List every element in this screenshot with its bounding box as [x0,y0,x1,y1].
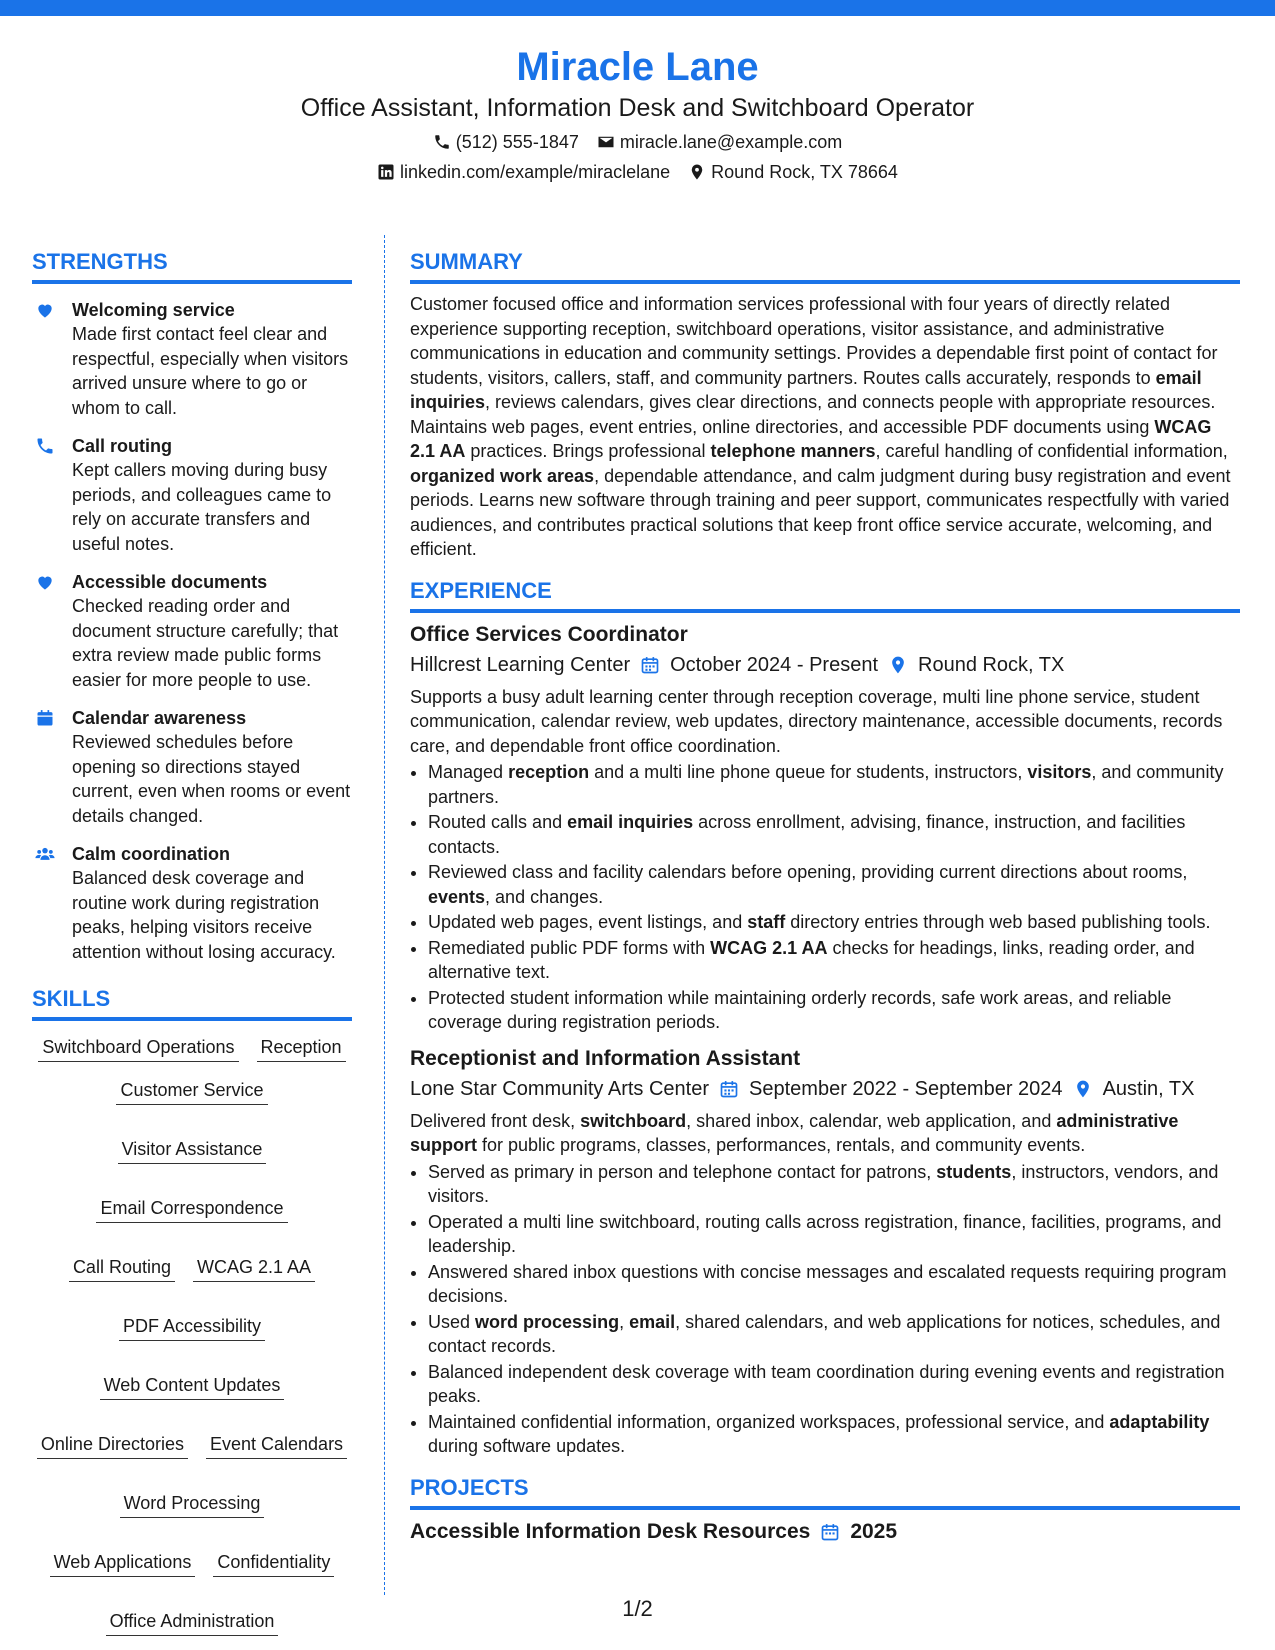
email-text[interactable]: miracle.lane@example.com [619,132,843,152]
summary-heading: SUMMARY [410,247,1240,284]
project-title: Accessible Information Desk Resources [410,1519,811,1543]
job-title: Office Services Coordinator [410,622,688,646]
right-column [410,247,1240,1546]
skill-tag: Word Processing [120,1491,265,1518]
job-location: Austin, TX [1102,1077,1195,1100]
location-text: Round Rock, TX 78664 [711,162,898,182]
linkedin-text[interactable]: linkedin.com/example/miraclelane [400,162,671,182]
phone-icon [35,436,55,456]
job-meta [410,651,1240,679]
strength-item [32,434,352,556]
phone-icon [433,133,451,151]
linkedin-contact[interactable] [377,160,670,184]
map-pin-icon [1073,1079,1093,1099]
skill-tag: Event Calendars [206,1432,347,1459]
contact-row-1 [0,130,1275,154]
list-item: • Reviewed class and facility calendars before opening, providing current directions about rooms, events, and changes. [428,860,1240,909]
summary-text [410,292,1240,562]
skill-tag: Customer Service [116,1078,267,1105]
strength-item [32,570,352,692]
summary-keyword: organized work areas [410,465,595,486]
summary-part: , reviews calendars, gives clear directions, and connects people with appropriate resources. Maintains web pages, event entries, online directories, and accessible PDF documents using [410,392,1216,437]
phone-text: (512) 555-1847 [455,132,579,152]
job-description: Supports a busy adult learning center through reception coverage, multi line phone service, student communication, calendar review, web updates, directory maintenance, accessible documents, records care, and dependable front office coordination. [410,686,1223,756]
list-item: • Maintained confidential information, organized workspaces, professional service, and adaptability during software updates. [428,1410,1240,1459]
email-contact[interactable] [597,130,842,154]
strength-title: Welcoming service [72,300,235,320]
phone-contact [433,130,579,154]
linkedin-icon [377,163,395,181]
skill-tag: Switchboard Operations [38,1035,238,1062]
summary-keyword: telephone manners [710,441,876,461]
summary-keyword: WCAG 2.1 AA [410,416,1212,461]
list-item: • Remediated public PDF forms with WCAG 2.1 AA checks for headings, links, reading order, and alternative text. [428,936,1240,985]
project-entry [410,1518,1240,1546]
list-item: • Balanced independent desk coverage with team coordination during evening events and registration peaks. [428,1360,1240,1409]
skill-tag: Online Directories [37,1432,188,1459]
strength-desc: Reviewed schedules before opening so directions stayed current, even when rooms or event details changed. [72,732,351,826]
calendar-icon [820,1522,840,1542]
strengths-heading: STRENGTHS [32,247,352,284]
skill-tag: Call Routing [69,1255,175,1282]
summary-keyword: email inquiries [410,367,1202,412]
contact-row-2 [0,160,1275,184]
skills-heading: SKILLS [32,984,352,1021]
page-number: 1/2 [622,1596,653,1621]
strength-title: Calm coordination [72,844,231,864]
left-column [32,247,352,1636]
resume-header [0,44,1275,184]
skill-tag: Reception [257,1035,346,1062]
job-entry [410,621,1240,1035]
strength-title: Accessible documents [72,572,268,592]
skill-tag: Confidentiality [213,1550,334,1577]
strength-desc: Kept callers moving during busy periods, and colleagues came to rely on accurate transfers and useful notes. [72,460,332,554]
list-item: • Routed calls and email inquiries across enrollment, advising, finance, instruction, and facilities contacts. [428,810,1240,859]
job-description: Delivered front desk, switchboard, shared inbox, calendar, web application, and administrative support for public programs, classes, performances, rentals, and community events. [410,1110,1179,1155]
candidate-title: Office Assistant, Information Desk and Switchboard Operator [300,94,975,122]
skill-tag: Visitor Assistance [118,1137,267,1164]
list-item: • Updated web pages, event listings, and staff directory entries through web based publishing tools. [428,910,1240,935]
list-item: • Served as primary in person and telephone contact for patrons, students, instructors, vendors, and visitors. [428,1160,1240,1209]
summary-part: , careful handling of confidential information, [875,441,1228,461]
strength-desc: Made first contact feel clear and respectful, especially when visitors arrived unsure where to go or whom to call. [72,324,349,418]
heart-icon [35,572,55,592]
top-accent-bar [0,0,1275,16]
strength-desc: Checked reading order and document structure carefully; that extra review made public forms easier for more people to use. [72,596,339,690]
company-name: Lone Star Community Arts Center [410,1077,710,1100]
skill-tag: Office Administration [106,1609,279,1636]
job-dates: October 2024 - Present [670,653,878,676]
calendar-icon [719,1079,739,1099]
job-location: Round Rock, TX [918,653,1065,676]
heart-icon [35,300,55,320]
list-item: • Used word processing, email, shared calendars, and web applications for notices, schedules, and contact records. [428,1310,1240,1359]
experience-heading: EXPERIENCE [410,576,1240,613]
calendar-icon [35,708,55,728]
job-bullets [410,1160,1240,1459]
skill-tag: Email Correspondence [96,1196,287,1223]
job-title: Receptionist and Information Assistant [410,1046,801,1070]
list-item: • Managed reception and a multi line phone queue for students, instructors, visitors, and community partners. [428,760,1240,809]
list-item: • Protected student information while maintaining orderly records, safe work areas, and reliable coverage during registration periods. [428,986,1240,1035]
envelope-icon [597,133,615,151]
summary-part: , dependable attendance, and calm judgment during busy registration and event periods. Learns new software through training and peer support, communicates respectfully with varied audiences, and contributes practical solutions that keep front office service accurate, welcoming, and efficient. [410,465,1231,559]
projects-heading: PROJECTS [410,1473,1240,1510]
strength-item [32,842,352,964]
column-divider [384,235,385,1595]
job-meta [410,1075,1240,1103]
skill-tag: Web Content Updates [100,1373,285,1400]
strength-item [32,706,352,828]
strength-item [32,298,352,420]
strength-title: Call routing [72,436,172,456]
list-item: • Operated a multi line switchboard, routing calls across registration, finance, facilities, programs, and leadership. [428,1210,1240,1259]
skill-tag: Web Applications [50,1550,196,1577]
skill-tag: WCAG 2.1 AA [193,1255,315,1282]
job-entry [410,1045,1240,1459]
list-item: • Answered shared inbox questions with concise messages and escalated requests requiring program decisions. [428,1260,1240,1309]
summary-part: practices. Brings professional [465,441,711,461]
calendar-icon [640,655,660,675]
skills-list [32,1035,352,1636]
strength-title: Calendar awareness [72,708,247,728]
users-icon [35,844,55,864]
skill-tag: PDF Accessibility [119,1314,265,1341]
location-contact [688,160,898,184]
strength-desc: Balanced desk coverage and routine work during registration peaks, helping visitors receive attention without losing accuracy. [72,868,336,962]
summary-part: Customer focused office and information services professional with four years of directly related experience supporting reception, switchboard operations, visitor assistance, and administrative communications in education and community settings. Provides a dependable first point of contact for students, visitors, callers, staff, and community partners. Routes calls accurately, responds to [410,294,1218,388]
candidate-name: Miracle Lane [516,45,759,89]
job-dates: September 2022 - September 2024 [749,1077,1063,1100]
map-pin-icon [888,655,908,675]
project-year: 2025 [850,1519,898,1543]
job-bullets [410,760,1240,1035]
map-pin-icon [688,163,706,181]
company-name: Hillcrest Learning Center [410,653,631,676]
